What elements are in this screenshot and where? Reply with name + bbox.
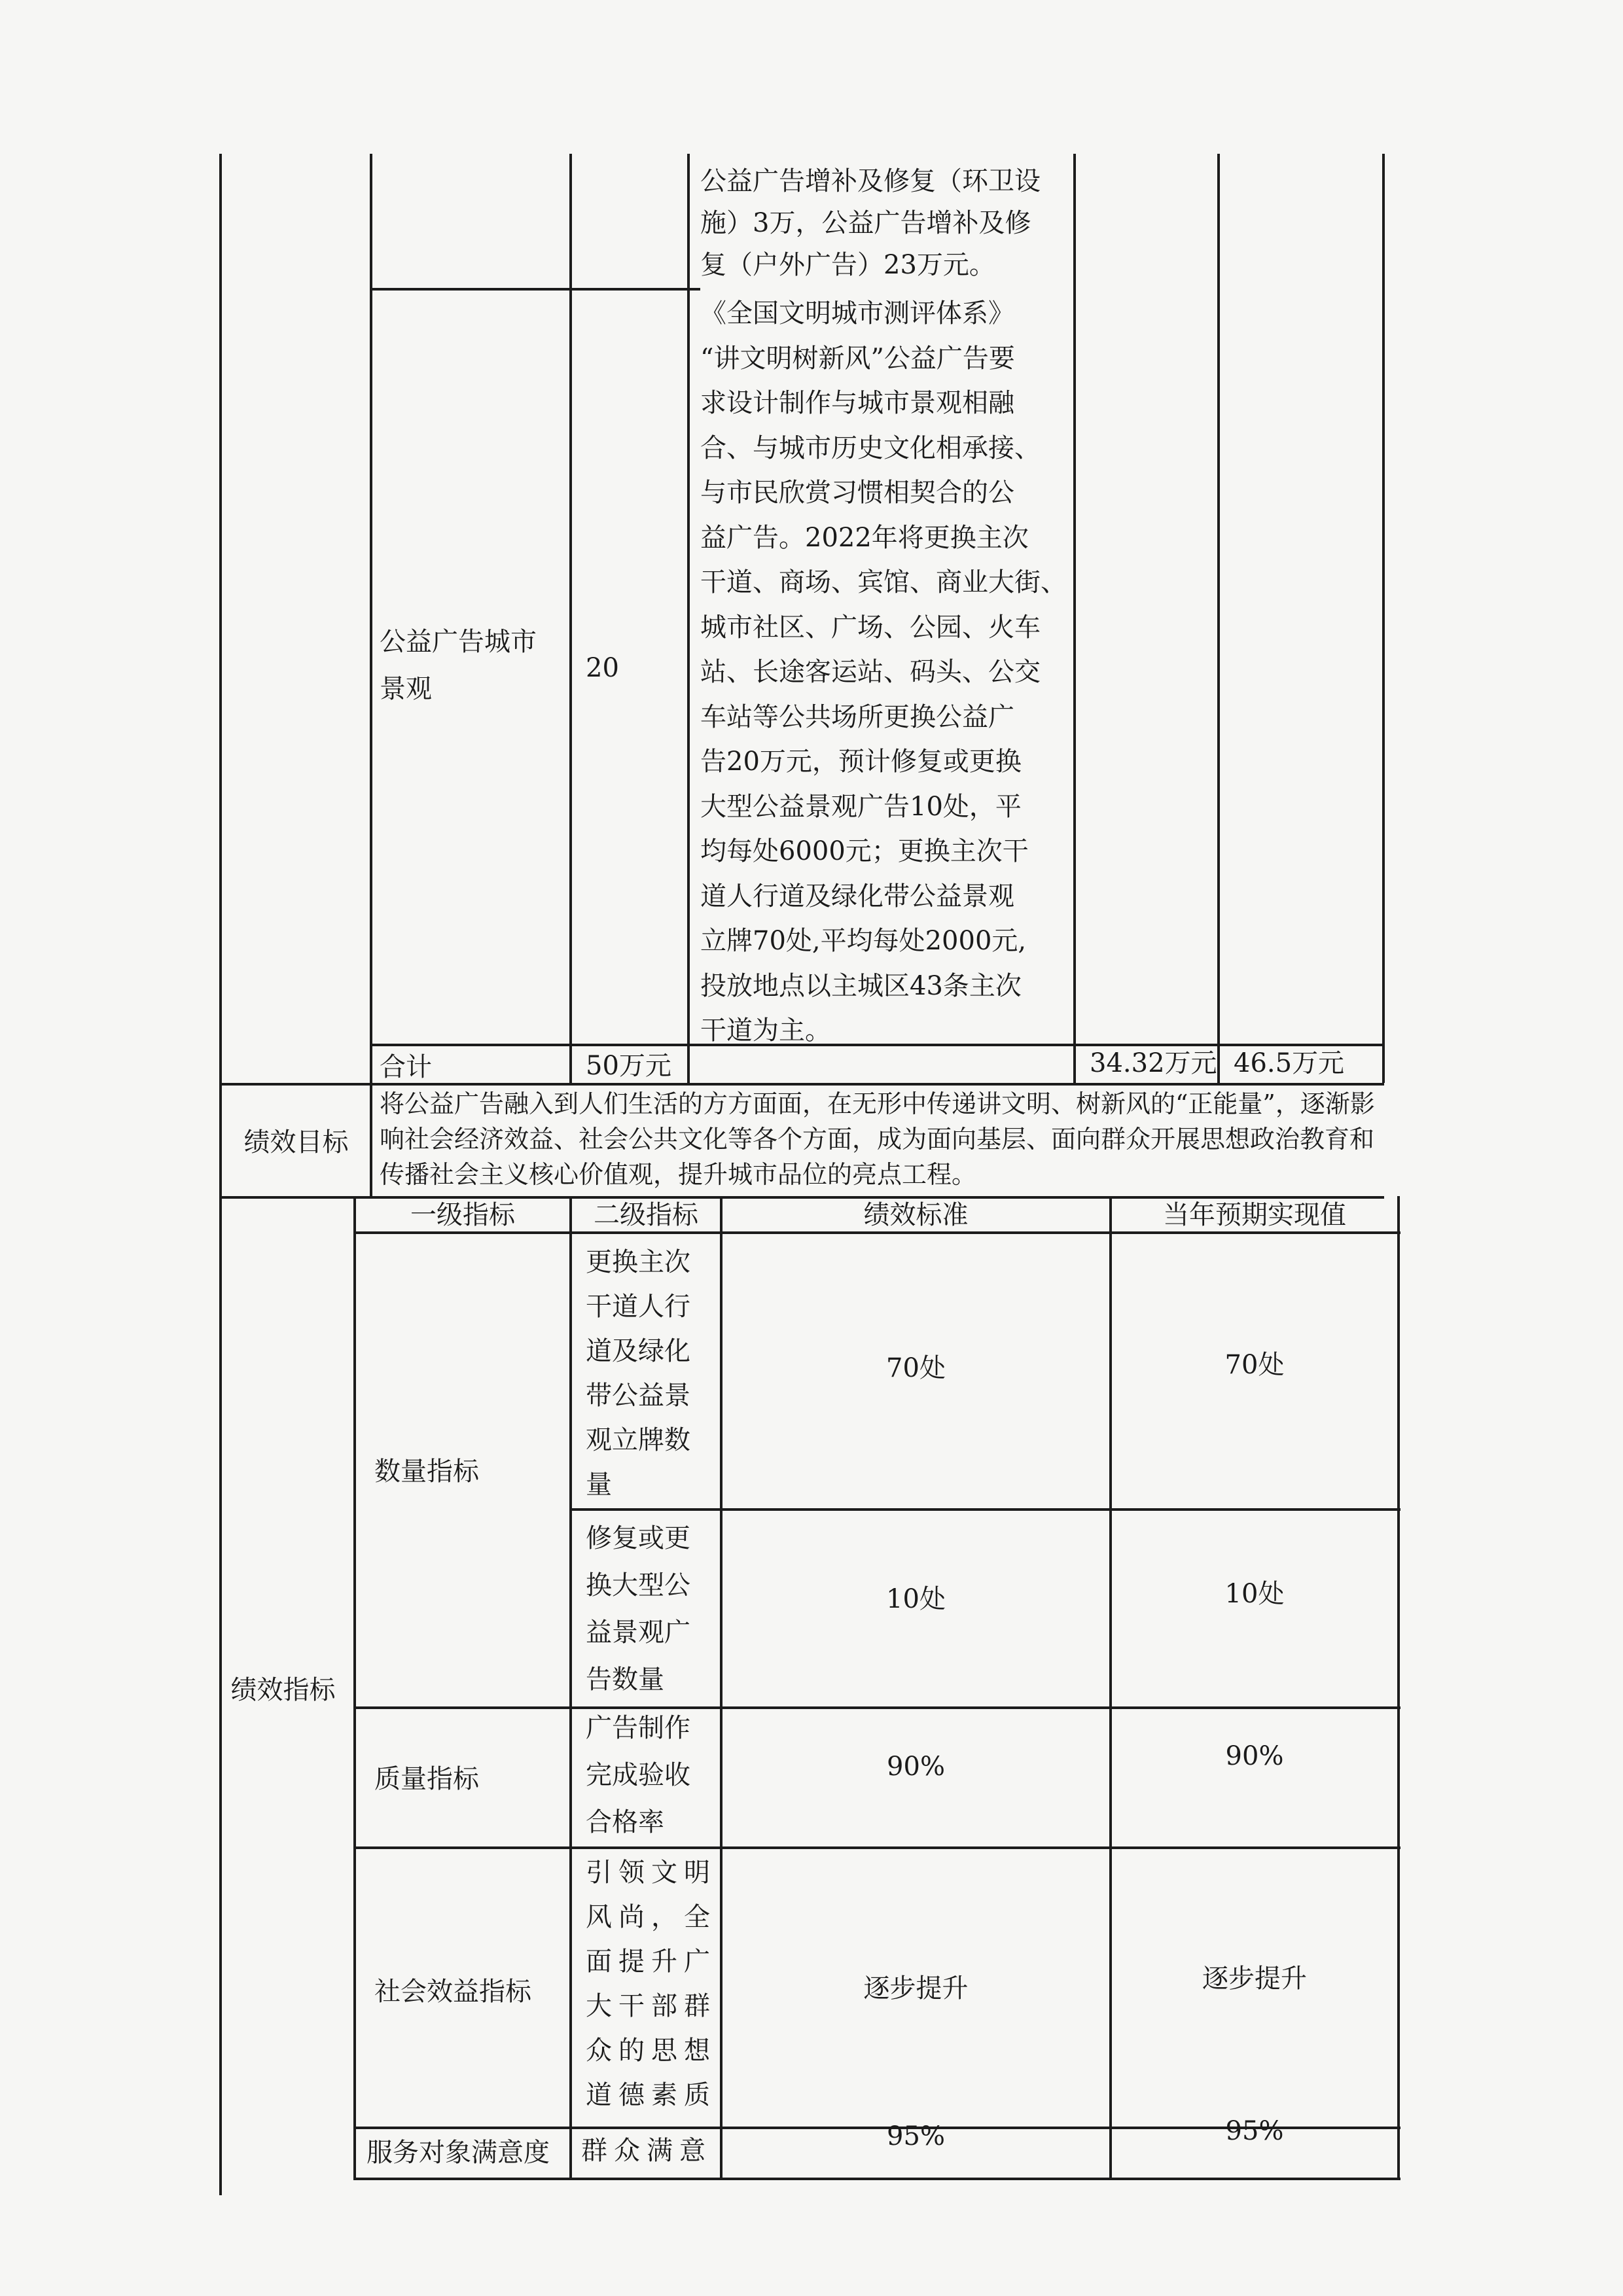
item-line: 公益广告城市 [380, 627, 537, 657]
budget-col-line-5 [1217, 154, 1220, 1083]
goal-label: 绩效目标 [243, 1127, 349, 1157]
ind-header-bottom [353, 1231, 1400, 1234]
social-item-expected: 逐步提升 [1202, 1964, 1307, 1994]
name-line: 换大型公 [586, 1570, 690, 1600]
name-line: 风尚，全 [586, 1902, 717, 1932]
detail-line: 大型公益景观广告10处，平 [700, 791, 1022, 822]
total-value-b: 46.5万元 [1234, 1048, 1345, 1078]
name-line: 观立牌数 [586, 1425, 690, 1455]
name-line: 道德素质 [586, 2080, 717, 2110]
social-item-name [586, 1850, 720, 2117]
name-line: 修复或更 [586, 1523, 690, 1553]
name-line: 完成验收 [586, 1760, 690, 1790]
header-level1: 一级指标 [410, 1200, 515, 1230]
detail-line: 投放地点以主城区43条主次 [700, 970, 1022, 1001]
name-line: 带公益景 [586, 1381, 690, 1411]
detail-line: 车站等公共场所更换公益广 [700, 701, 1014, 732]
detail-line: 站、长途客运站、码头、公交 [700, 657, 1041, 687]
budget-col-line-1 [370, 154, 372, 1083]
budget-col-line-4 [1073, 154, 1076, 1083]
detail-line: “讲文明树新风”公益广告要 [700, 343, 1015, 374]
detail-line: 合、与城市历史文化相承接、 [700, 433, 1041, 463]
name-line: 告数量 [586, 1665, 664, 1695]
quantity-item-2-name [586, 1515, 717, 1703]
detail-line: 干道为主。 [700, 1016, 831, 1046]
name-line: 更换主次 [586, 1247, 690, 1277]
name-line: 广告制作 [586, 1713, 690, 1743]
name-line: 引领文明 [586, 1858, 717, 1888]
total-value-a: 34.32万元 [1090, 1048, 1217, 1078]
quantity-item-1-standard: 70处 [886, 1353, 946, 1383]
ind-col-line-5 [1397, 1196, 1400, 2179]
name-line: 众的思想 [586, 2036, 717, 2066]
detail-line: 均每处6000元；更换主次干 [700, 836, 1029, 866]
name-line: 合格率 [586, 1807, 664, 1837]
cleaning-detail [700, 160, 1067, 286]
group-social-label: 社会效益指标 [374, 1977, 531, 2007]
ind-quantity-bottom [353, 1706, 1400, 1709]
group-satisfaction-label: 服务对象满意度 [366, 2138, 550, 2168]
detail-line: 益广告。2022年将更换主次 [700, 522, 1029, 553]
group-quantity-label: 数量指标 [374, 1457, 479, 1487]
header-standard: 绩效标准 [863, 1200, 969, 1230]
ind-col-line-3 [720, 1196, 722, 2179]
detail-line: 求设计制作与城市景观相融 [700, 388, 1014, 418]
quality-item-expected: 90% [1225, 1741, 1284, 1771]
header-level2: 二级指标 [594, 1200, 698, 1230]
outer-left-border [219, 154, 222, 2195]
budget-col-line-2 [569, 154, 572, 1083]
satisfaction-item-standard: 95% [887, 2121, 945, 2151]
quantity-item-1-name [586, 1240, 717, 1507]
ind-quantity-split [569, 1508, 1400, 1511]
name-line: 大干部群 [586, 1991, 717, 2021]
detail-line: 干道、商场、宾馆、商业大街、 [700, 567, 1067, 597]
name-line: 道及绿化 [586, 1336, 690, 1366]
name-line: 面提升广 [586, 1947, 717, 1977]
header-expected: 当年预期实现值 [1163, 1200, 1346, 1230]
quantity-item-2-standard: 10处 [886, 1584, 946, 1614]
landscape-item [380, 618, 563, 713]
item-line: 景观 [380, 674, 432, 704]
satisfaction-item-expected: 95% [1225, 2116, 1284, 2146]
detail-line: 道人行道及绿化带公益景观 [700, 881, 1014, 911]
name-line: 益景观广 [586, 1617, 690, 1648]
goal-text: 将公益广告融入到人们生活的方方面面，在无形中传递讲文明、树新风的“正能量”，逐渐影响社会经济效益、社会公共文化等各个方面，成为面向基层、面向群众开展思想政治教育和传播社会主义核心价值观，提升城市品位的亮点工程。 [380, 1089, 1375, 1189]
indicators-label: 绩效指标 [230, 1675, 336, 1705]
detail-line: 公益广告增补及修复（环卫设 [700, 166, 1041, 196]
budget-col-line-6 [1382, 154, 1385, 1083]
quality-item-standard: 90% [887, 1752, 945, 1782]
detail-line: 告20万元，预计修复或更换 [700, 747, 1022, 777]
name-line: 干道人行 [586, 1292, 690, 1322]
detail-line: 立牌70处,平均每处2000元, [700, 926, 1027, 956]
ind-table-bottom [353, 2178, 1400, 2180]
social-item-standard: 逐步提升 [863, 1973, 969, 2004]
detail-line: 复（户外广告）23万元。 [700, 250, 995, 280]
goal-col-line [370, 1083, 372, 1197]
detail-line: 《全国文明城市测评体系》 [700, 298, 1014, 328]
group-quality-label: 质量指标 [374, 1764, 479, 1794]
quality-item-name [586, 1704, 717, 1846]
landscape-detail [700, 291, 1067, 1053]
landscape-amount: 20 [586, 653, 619, 683]
detail-line: 城市社区、广场、公园、火车 [700, 612, 1041, 643]
name-line: 量 [586, 1470, 612, 1500]
ind-quality-bottom [353, 1846, 1400, 1849]
total-amount: 50万元 [586, 1051, 671, 1081]
detail-line: 施）3万，公益广告增补及修 [700, 208, 1031, 238]
ind-col-line-2 [569, 1196, 572, 2179]
quantity-item-1-expected: 70处 [1224, 1350, 1285, 1380]
budget-row-line-1 [370, 288, 700, 291]
quantity-item-2-expected: 10处 [1224, 1579, 1285, 1609]
satisfaction-item-name: 群众满意 [581, 2136, 712, 2166]
total-label: 合计 [380, 1052, 432, 1082]
detail-line: 与市民欣赏习惯相契合的公 [700, 478, 1014, 508]
budget-col-line-3 [687, 154, 690, 1083]
